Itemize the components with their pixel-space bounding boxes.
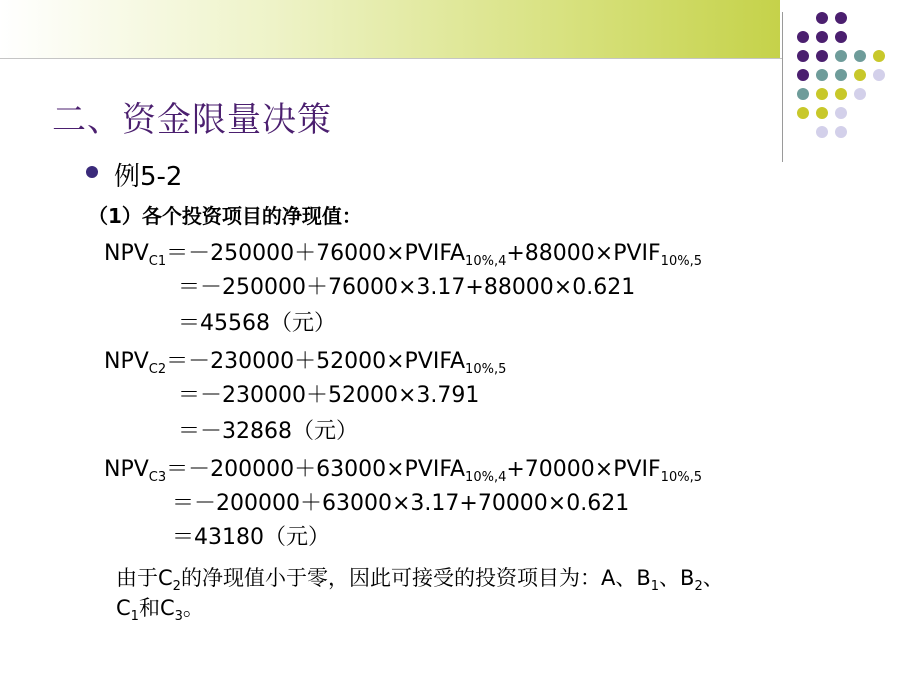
- conclusion-text: 和C: [138, 596, 175, 620]
- decor-dot: [835, 12, 847, 24]
- decor-dot: [854, 50, 866, 62]
- npv-c1-line2: ＝－250000＋76000×3.17+88000×0.621: [178, 275, 636, 300]
- npv-c3-line1: [104, 452, 702, 485]
- decor-dot: [835, 31, 847, 43]
- header-divider: [0, 58, 782, 59]
- formula-part: ＝－250000＋76000×PVIFA: [166, 241, 466, 266]
- decor-dot: [835, 50, 847, 62]
- formula-sub: 10%,4: [465, 254, 507, 269]
- npv-c2-line2: ＝－230000＋52000×3.791: [178, 383, 480, 408]
- npv-label: NPV: [104, 349, 149, 374]
- decor-dot: [816, 107, 828, 119]
- conclusion-text: 、B: [659, 566, 695, 590]
- conclusion-sub: 2: [694, 579, 703, 594]
- npv-label: NPV: [104, 457, 149, 482]
- formula-part: +88000×PVIF: [506, 241, 661, 266]
- conclusion-text: 由于C: [116, 566, 173, 590]
- formula-part: ＝－200000＋63000×PVIFA: [166, 457, 466, 482]
- npv-c3-line3: ＝43180（元）: [172, 525, 330, 550]
- conclusion-text: 、: [702, 566, 724, 590]
- conclusion-line2: [116, 592, 204, 624]
- header-banner: [0, 0, 780, 58]
- conclusion-text: C: [116, 596, 131, 620]
- slide-title: 二、资金限量决策: [52, 100, 332, 140]
- formula-part: ＝－230000＋52000×PVIFA: [166, 349, 466, 374]
- conclusion-sub: 2: [172, 579, 181, 594]
- decor-dot: [835, 88, 847, 100]
- npv-label-sub: C3: [148, 470, 167, 485]
- npv-label-sub: C1: [148, 254, 167, 269]
- decor-dot: [873, 50, 885, 62]
- conclusion-sub: 1: [130, 609, 139, 624]
- vertical-divider: [782, 12, 783, 162]
- conclusion-sub: 3: [174, 609, 183, 624]
- npv-c1-line3: ＝45568（元）: [178, 311, 336, 336]
- conclusion-sub: 1: [650, 579, 660, 594]
- decor-dot: [797, 69, 809, 81]
- decor-dot: [816, 50, 828, 62]
- subheading: （1）各个投资项目的净现值：: [88, 204, 362, 228]
- npv-c2-line3: ＝－32868（元）: [178, 419, 358, 444]
- npv-c3-line2: ＝－200000＋63000×3.17+70000×0.621: [172, 491, 630, 516]
- formula-sub: 10%,5: [465, 362, 507, 377]
- decorative-dot-grid: [795, 12, 895, 152]
- decor-dot: [816, 88, 828, 100]
- formula-sub: 10%,5: [660, 470, 702, 485]
- decor-dot: [816, 12, 828, 24]
- decor-dot: [797, 107, 809, 119]
- formula-sub: 10%,4: [465, 470, 507, 485]
- decor-dot: [835, 107, 847, 119]
- npv-c2-line1: [104, 344, 506, 377]
- decor-dot: [797, 50, 809, 62]
- decor-dot: [873, 69, 885, 81]
- decor-dot: [835, 126, 847, 138]
- npv-label-sub: C2: [148, 362, 167, 377]
- formula-part: +70000×PVIF: [506, 457, 661, 482]
- npv-c1-line1: [104, 236, 702, 269]
- formula-sub: 10%,5: [660, 254, 702, 269]
- npv-label: NPV: [104, 241, 149, 266]
- example-label: 例5-2: [114, 162, 183, 192]
- decor-dot: [816, 69, 828, 81]
- conclusion-text: 。: [182, 596, 204, 620]
- decor-dot: [816, 31, 828, 43]
- decor-dot: [797, 31, 809, 43]
- decor-dot: [854, 69, 866, 81]
- conclusion-line1: [116, 562, 724, 594]
- decor-dot: [854, 88, 866, 100]
- decor-dot: [797, 88, 809, 100]
- decor-dot: [835, 69, 847, 81]
- bullet-icon: [86, 166, 98, 178]
- decor-dot: [816, 126, 828, 138]
- conclusion-text: 的净现值小于零，因此可接受的投资项目为：A、B: [180, 566, 651, 590]
